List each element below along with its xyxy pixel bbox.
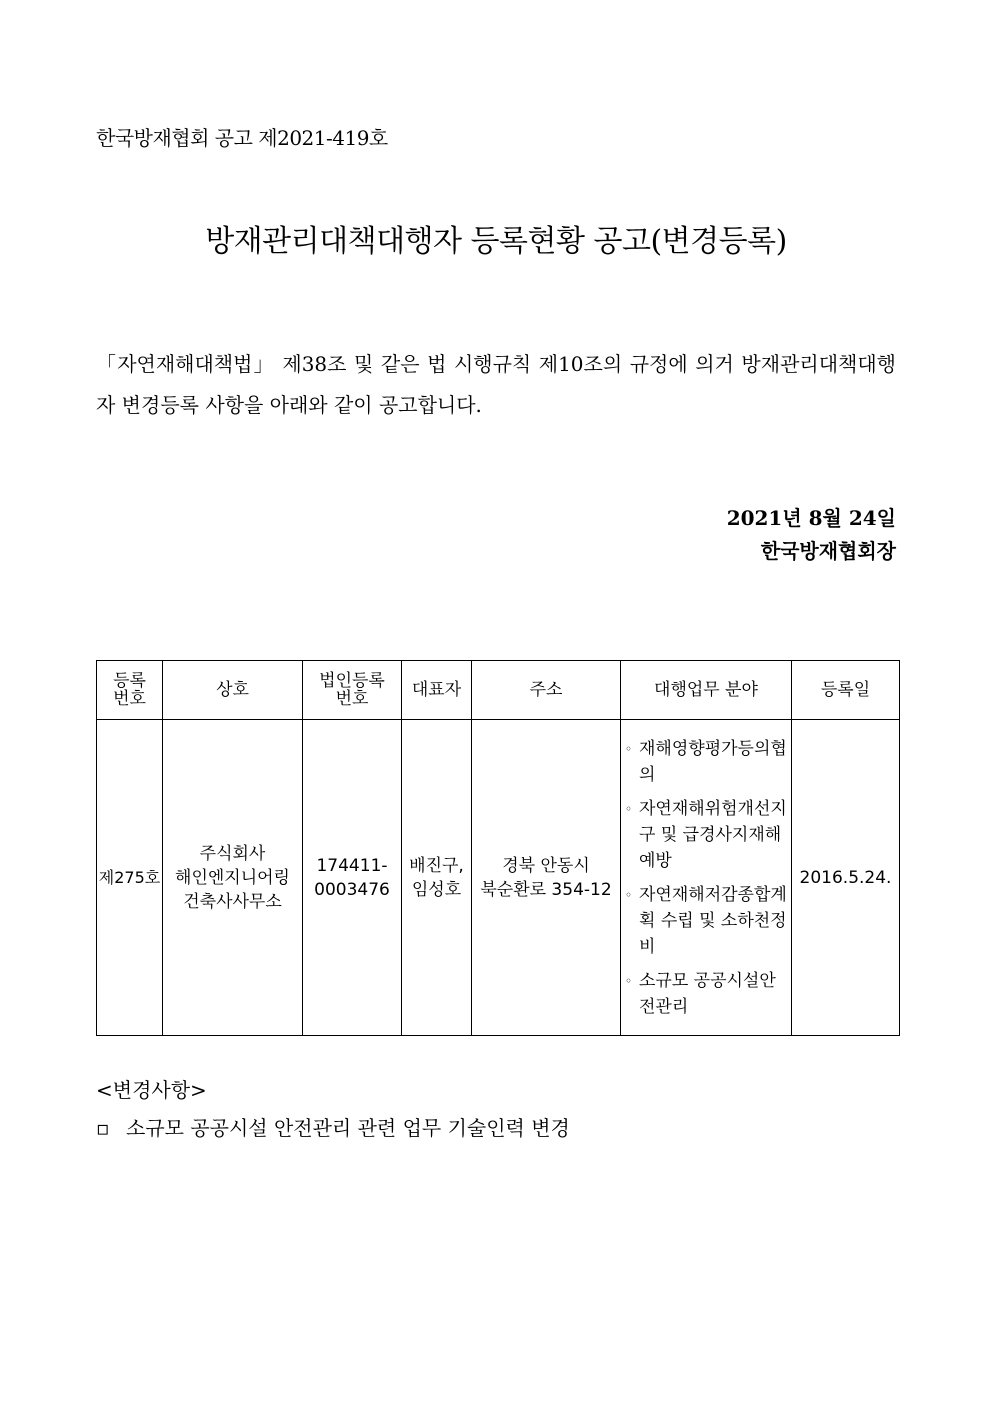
cell-corp-no: 174411- 0003476 <box>303 720 402 1036</box>
cell-address: 경북 안동시 북순환로 354-12 <box>472 720 621 1036</box>
field-item: ◦ 소규모 공공시설안전관리 <box>625 970 776 1017</box>
header-reg-no: 등록번호 <box>97 661 163 720</box>
cell-representative: 배진구, 임성호 <box>402 720 472 1036</box>
registration-table <box>96 660 900 1036</box>
notice-number: 한국방재협회 공고 제2021-419호 <box>96 126 388 150</box>
header-fields: 대행업무 분야 <box>621 661 792 720</box>
header-company: 상호 <box>163 661 303 720</box>
cell-fields <box>621 720 792 1036</box>
document-title: 방재관리대책대행자 등록현황 공고(변경등록) <box>205 224 787 259</box>
field-item: ◦ 재해영향평가등의협의 <box>625 738 787 785</box>
header-representative: 대표자 <box>402 661 472 720</box>
header-address: 주소 <box>472 661 621 720</box>
header-reg-date: 등록일 <box>792 661 900 720</box>
changes-heading: <변경사항> <box>96 1078 207 1102</box>
table-header-row <box>97 661 900 720</box>
field-item: ◦ 자연재해저감종합계획 수립 및 소하천정비 <box>625 884 787 957</box>
table-row <box>97 720 900 1036</box>
changes-item: ▫ 소규모 공공시설 안전관리 관련 업무 기술인력 변경 <box>96 1116 570 1140</box>
header-corp-no: 법인등록번호 <box>303 661 402 720</box>
field-item: ◦ 자연재해위험개선지구 및 급경사지재해예방 <box>625 798 787 871</box>
cell-reg-no: 제275호 <box>97 720 163 1036</box>
square-bullet-icon: ▫ <box>96 1116 110 1140</box>
signature-block <box>727 502 896 568</box>
cell-company: 주식회사 해인엔지니어링 건축사사무소 <box>163 720 303 1036</box>
issuer-name: 한국방재협회장 <box>760 539 896 563</box>
cell-reg-date: 2016.5.24. <box>792 720 900 1036</box>
notice-date: 2021년 8월 24일 <box>726 506 896 530</box>
notice-paragraph: 「자연재해대책법」 제38조 및 같은 법 시행규칙 제10조의 규정에 의거 방재관리대책대행자 변경등록 사항을 아래와 같이 공고합니다. <box>96 352 896 417</box>
